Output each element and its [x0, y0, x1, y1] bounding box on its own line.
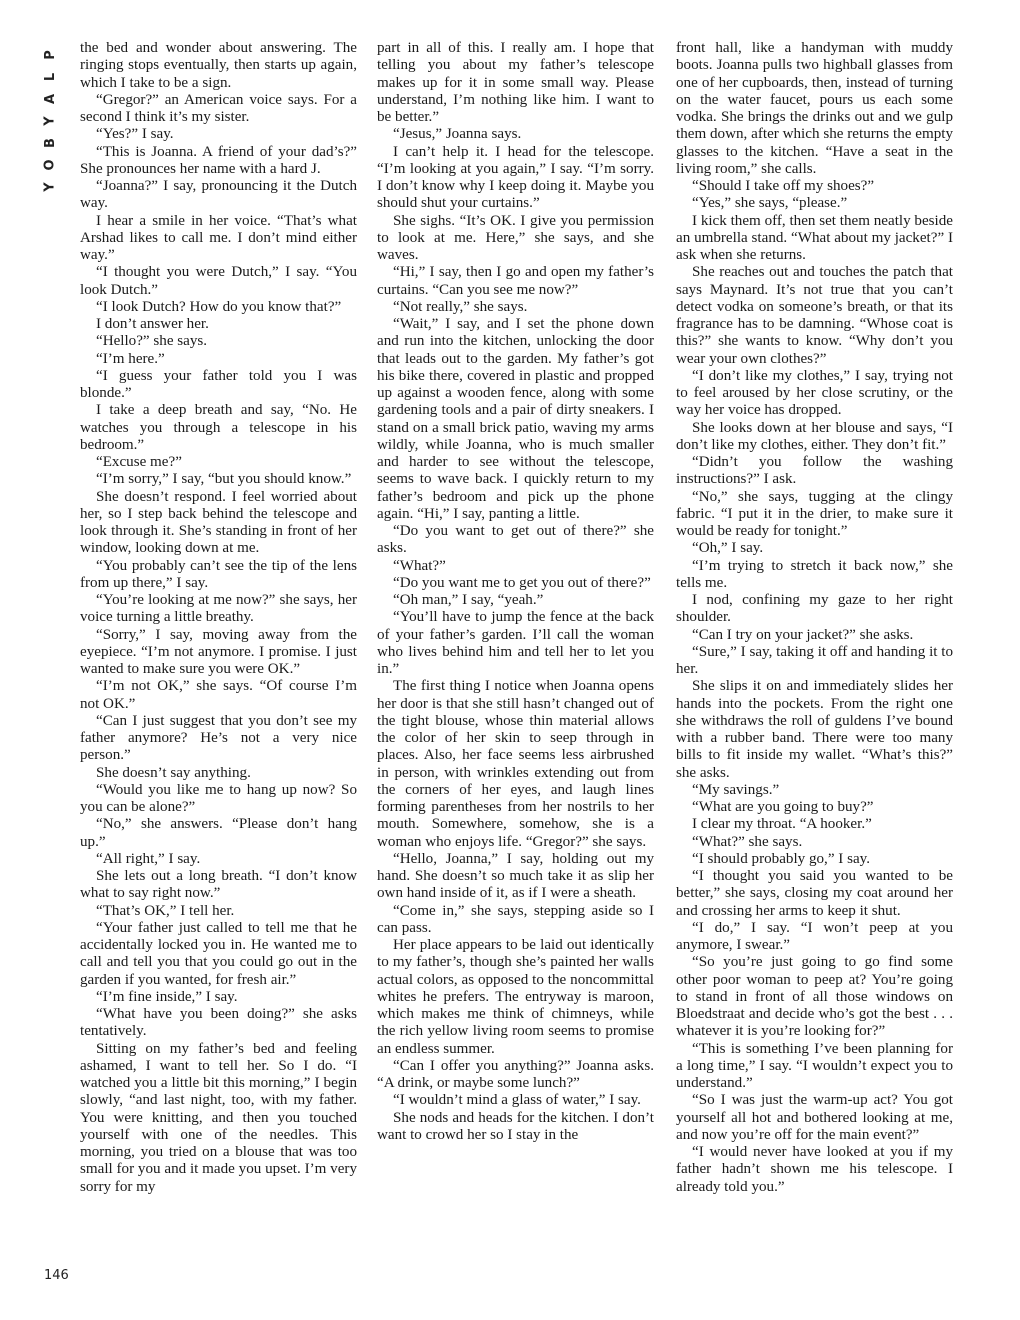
paragraph: “Oh,” I say. — [692, 540, 764, 557]
paragraph: I nod, confining my gaze to her right shoulder. — [676, 592, 953, 626]
paragraph: She doesn’t say anything. — [96, 764, 251, 781]
paragraph: “What are you going to buy?” — [692, 799, 874, 815]
paragraph: “I don’t like my clothes,” I say, trying not to feel aroused by her close scrutiny, or the way her voice has dropped. — [676, 367, 953, 419]
paragraph: “Sure,” I say, taking it off and handing it to her. — [676, 643, 953, 677]
paragraph: “Gregor?” an American voice says. For a second I think it’s my sister. — [80, 91, 357, 125]
masthead-letter: L — [42, 72, 58, 82]
paragraph: “I’m trying to stretch it back now,” she tells me. — [676, 557, 953, 591]
paragraph: “Hi,” I say, then I go and open my father’s curtains. “Can you see me now?” — [377, 264, 654, 298]
paragraph: “Do you want to get out of there?” she asks. — [377, 523, 654, 557]
paragraph: I can’t help it. I head for the telescope. “I’m looking at you again,” I say. “I’m sorry. I don’t know why I keep doing it. Maybe you should shut your curtains.” — [377, 143, 654, 212]
paragraph: I don’t answer her. — [96, 316, 209, 332]
paragraph: Her place appears to be laid out identically to my father’s, though she’s painted her walls actual colors, as opposed to the noncommittal whites he prefers. The entryway is maroon, which makes me think of chimneys, while the rich yellow living room seems to promise an endless summer. — [377, 937, 654, 1057]
paragraph: “Didn’t you follow the washing instructions?” I ask. — [676, 454, 953, 488]
text-column-2 — [377, 40, 654, 1144]
paragraph: “I’m not OK,” she says. “Of course I’m not OK.” — [80, 678, 357, 712]
masthead-letter: P — [43, 50, 58, 60]
paragraph: “What have you been doing?” she asks tentatively. — [80, 1006, 357, 1040]
paragraph: “I’m sorry,” I say, “but you should know.” — [96, 471, 352, 488]
paragraph: “All right,” I say. — [96, 850, 201, 867]
paragraph: “This is something I’ve been planning for a long time,” I say. “I wouldn’t expect you to understand.” — [676, 1040, 953, 1091]
paragraph: “I would never have looked at you if my father hadn’t shown me his telescope. I already told you.” — [676, 1144, 953, 1195]
paragraph: “What?” she says. — [692, 833, 803, 850]
paragraph: “So I was just the warm-up act? You got yourself all hot and bothered looking at me, and now you’re off for the main event?” — [676, 1092, 953, 1143]
paragraph: the bed and wonder about answering. The ringing stops eventually, then starts up again, which I take to be a sign. — [80, 40, 357, 91]
paragraph: I take a deep breath and say, “No. He watches you through a telescope in his bedroom.” — [80, 402, 357, 453]
paragraph: “Come in,” she says, stepping aside so I can pass. — [377, 902, 654, 936]
paragraph: “You’re looking at me now?” she says, her voice turning a little breathy. — [80, 592, 357, 626]
paragraph: She looks down at her blouse and says, “I don’t like my clothes, either. They don’t fit.” — [676, 419, 953, 453]
masthead-letter: B — [42, 138, 58, 148]
paragraph: part in all of this. I really am. I hope that telling you about my father’s telescope makes up for it in some small way. Please understand, I’m nothing like him. I want to be better.” — [377, 40, 654, 125]
paragraph: “I wouldn’t mind a glass of water,” I say. — [393, 1092, 641, 1109]
paragraph: “You probably can’t see the tip of the lens from up there,” I say. — [80, 557, 357, 591]
paragraph: “I guess your father told you I was blonde.” — [80, 367, 357, 401]
paragraph: “Can I try on your jacket?” she asks. — [692, 626, 914, 643]
page-number: 146 — [44, 1268, 69, 1283]
paragraph: The first thing I notice when Joanna opens her door is that she still hasn’t changed out of the tight blouse, whose thin material allows the color of her skin to seep through in places. Also, her face seems less airbrushed in person, with wrinkles extending out from the corners of her eyes, and laugh lines forming parentheses from her nostrils to her mouth. Somewhere, somehow, she is a woman who enjoys life. “Gregor?” she says. — [377, 678, 654, 850]
paragraph: She slips it on and immediately slides her hands into the pockets. From the right one she withdraws the roll of guldens I’ve bound with a rubber band. There were too many bills to fit inside my wallet. “What’s this?” she asks. — [676, 678, 953, 781]
paragraph: “Can I just suggest that you don’t see my father anymore? He’s not a very nice person.” — [80, 712, 357, 764]
paragraph: “Oh man,” I say, “yeah.” — [393, 592, 544, 608]
paragraph: “Yes?” I say. — [96, 126, 174, 143]
paragraph: “Not really,” she says. — [393, 298, 528, 315]
paragraph: She reaches out and touches the patch that says Maynard. It’s not true that you can’t detect vodka on someone’s breath, or that its fragrance has to be damning. “Whose coat is this?” she wants to know. “Why don’t you wear your own clothes?” — [676, 264, 953, 367]
paragraph: I kick them off, then set them neatly beside an umbrella stand. “What about my jacket?” I ask when she returns. — [676, 212, 953, 263]
paragraph: front hall, like a handyman with muddy boots. Joanna pulls two highball glasses from one of her cupboards, then, instead of turning on the water faucet, pours us each some vodka. She brings the drinks out and we gulp them down, after which she returns the empty glasses to the kitchen. “Have a seat in the living room,” she calls. — [676, 40, 953, 177]
paragraph: “Wait,” I say, and I set the phone down and run into the kitchen, unlocking the door that leads out to the garden. My father’s got his bike there, covered in plastic and propped up against a wooden fence, along with some gardening tools and a pair of dirty sneakers. I stand on a small brick patio, waving my arms wildly, while Joanna, who is much smaller and harder to see without the telescope, seems to wave back. I quickly return to my father’s bedroom and pick up the phone again. “Hi,” I say, panting a little. — [377, 316, 654, 522]
paragraph: “You’ll have to jump the fence at the back of your father’s garden. I’ll call the woman who lives behind him and tell her to let you in.” — [377, 609, 654, 677]
paragraph: She lets out a long breath. “I don’t know what to say right now.” — [80, 868, 357, 902]
paragraph: “I thought you were Dutch,” I say. “You look Dutch.” — [80, 264, 357, 298]
paragraph: “Joanna?” I say, pronouncing it the Dutch way. — [80, 178, 357, 212]
paragraph: “No,” she says, tugging at the clingy fabric. “I put it in the drier, to make sure it would be ready for tonight.” — [676, 488, 953, 539]
paragraph: “So you’re just going to go find some other poor woman to peep at? You’re going to stand in front of all those windows on Bloedstraat and decide who’s got the best . . . whatever it is you’re looking for?” — [676, 954, 953, 1040]
masthead-letter: A — [43, 93, 58, 105]
paragraph: “Your father just called to tell me that he accidentally locked you in. He wanted me to call and tell you that you could go out in the garden if you wanted, for fresh air.” — [80, 919, 357, 988]
paragraph: “Jesus,” Joanna says. — [393, 126, 522, 143]
paragraph: “My savings.” — [692, 781, 780, 798]
paragraph: “Hello?” she says. — [96, 333, 208, 350]
paragraph: She sighs. “It’s OK. I give you permission to look at me. Here,” she says, and she waves. — [377, 212, 654, 263]
paragraph: I hear a smile in her voice. “That’s what Arshad likes to call me. I don’t mind either way.” — [80, 212, 357, 263]
paragraph: “I’m fine inside,” I say. — [96, 988, 238, 1005]
paragraph: “Would you like me to hang up now? So you can be alone?” — [80, 781, 357, 815]
paragraph: “This is Joanna. A friend of your dad’s?” She pronounces her name with a hard J. — [80, 143, 357, 177]
paragraph: “Yes,” she says, “please.” — [692, 195, 848, 212]
paragraph: “No,” she answers. “Please don’t hang up.” — [80, 816, 357, 850]
paragraph: She nods and heads for the kitchen. I don’t want to crowd her so I stay in the — [377, 1109, 654, 1143]
text-column-1 — [80, 40, 357, 1196]
paragraph: Sitting on my father’s bed and feeling ashamed, I want to tell her. So I do. “I watched you a little bit this morning,” I begin slowly, “and last night, too, with my father. You were knitting, and then you touched yourself with one of the needles. This morning, you tried on a blouse that was too small for you and it made you upset. I’m very sorry for my — [80, 1040, 357, 1195]
paragraph: “What?” — [393, 557, 446, 574]
paragraph: “Sorry,” I say, moving away from the eyepiece. “I’m not anymore. I promise. I just wanted to make sure you were OK.” — [80, 626, 357, 677]
paragraph: I clear my throat. “A hooker.” — [692, 816, 872, 833]
paragraph: “Excuse me?” — [96, 454, 182, 470]
paragraph: “That’s OK,” I tell her. — [96, 902, 235, 919]
paragraph: “Do you want me to get you out of there?” — [393, 574, 651, 591]
paragraph: “I look Dutch? How do you know that?” — [96, 298, 342, 315]
paragraph: She doesn’t respond. I feel worried about her, so I step back behind the telescope and look through it. She’s standing in front of her window, looking down at me. — [80, 488, 357, 557]
magazine-masthead — [40, 44, 62, 198]
paragraph: “I should probably go,” I say. — [692, 850, 871, 867]
paragraph: “I’m here.” — [96, 350, 165, 367]
masthead-letter: Y — [42, 182, 58, 192]
paragraph: “Hello, Joanna,” I say, holding out my hand. She doesn’t so much take it as slip her own hand inside of it, as if I were a sheath. — [377, 850, 654, 902]
masthead-letter: O — [43, 159, 58, 171]
paragraph: “Should I take off my shoes?” — [692, 178, 875, 194]
paragraph: “I thought you said you wanted to be better,” she says, closing my coat around her and crossing her arms to keep it shut. — [676, 868, 953, 919]
masthead-letter: Y — [42, 116, 58, 126]
paragraph: “I do,” I say. “I won’t peep at you anymore, I swear.” — [676, 919, 953, 953]
paragraph: “Can I offer you anything?” Joanna asks. “A drink, or maybe some lunch?” — [377, 1057, 654, 1091]
text-column-3 — [676, 40, 953, 1196]
